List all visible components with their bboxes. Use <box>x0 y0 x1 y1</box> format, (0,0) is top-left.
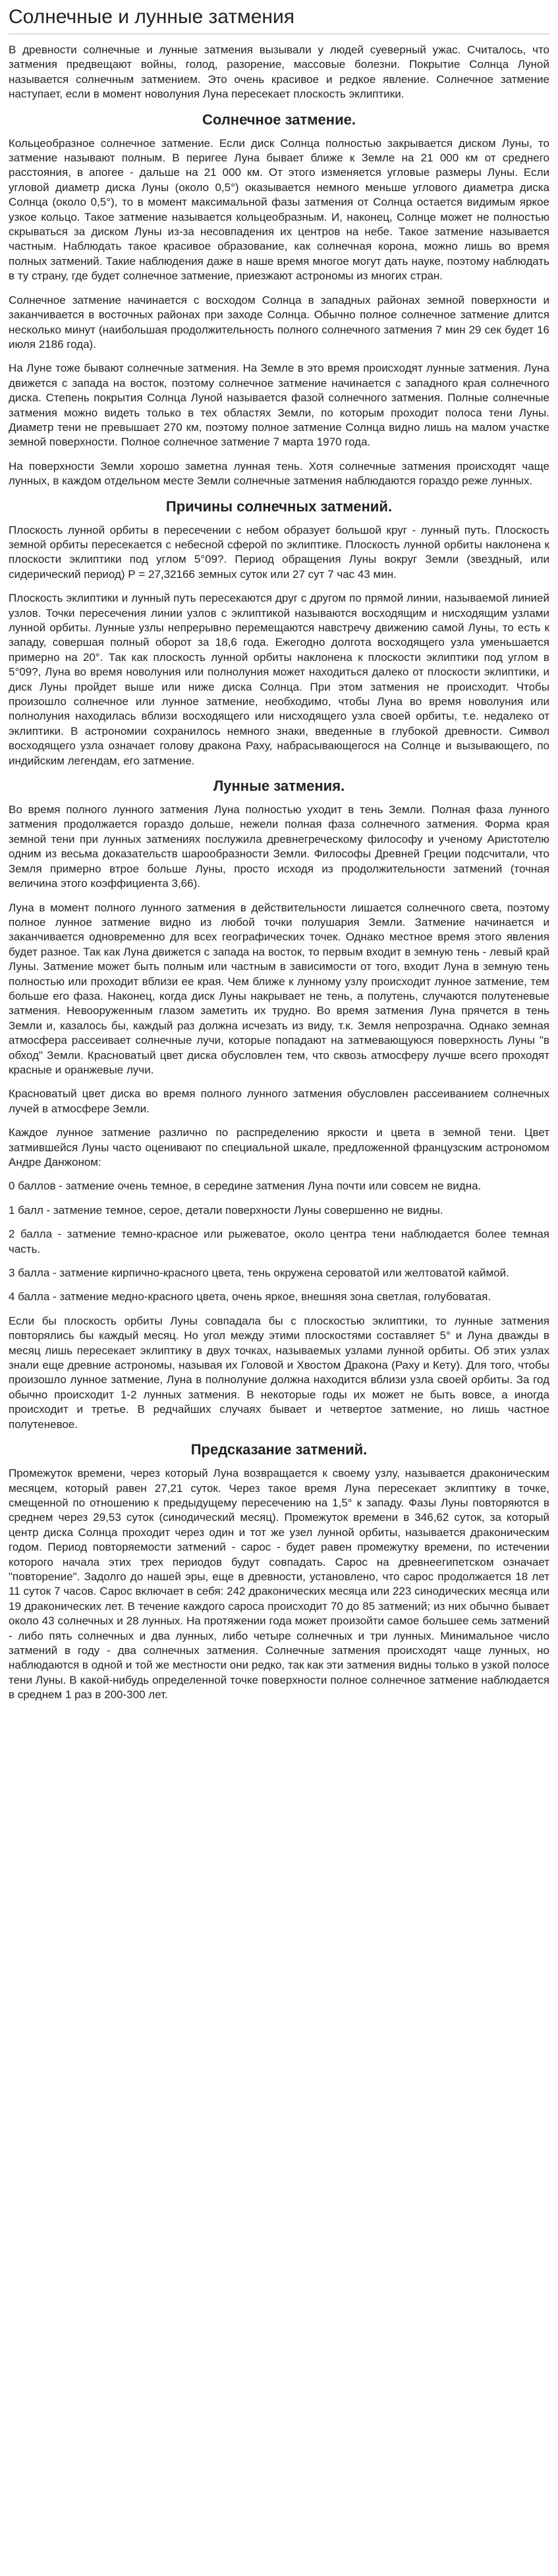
paragraph: 3 балла - затмение кирпично-красного цвета, тень окружена сероватой или желтоватой каймой. <box>9 1267 509 1280</box>
paragraph: Плоскость лунной орбиты в пересечении с небом образует большой круг - лунный путь. Плоскость земной орбиты пересекается с небесной сферой по эклиптике. Плоскость лунной орбиты наклонена к плоскости эклиптики под углом 5°09?. Период обращения Луны вокруг Земли (звездный, или сидерический период) Р = 27,32166 земных суток или 27 сут 7 час 43 мин. <box>9 523 549 581</box>
paragraph: Если бы плоскость орбиты Луны совпадала бы с плоскостью эклиптики, то лунные затмения повторялись бы каждый месяц. Но угол между этими плоскостями составляет 5° и Луна дважды в месяц лишь пересекает эклиптику в двух точках, называемых узлами лунной орбиты. Об этих узлах знали еще древние астрономы, называя их Головой и Хвостом Дракона (Раху и Кету). Для того, чтобы произошло лунное затмение, Луна в полнолуние должна находится вблизи узла своей орбиты. За год обычно происходит 1-2 лунных затмения. В некоторые годы их может не быть вовсе, а иногда происходит и третье. В редчайших случаях бывает и четвертое затмение, но лишь частное полутеневое. <box>9 1314 549 1431</box>
paragraph: 1 балл - затмение темное, серое, детали поверхности Луны совершенно не видны. <box>9 1203 443 1216</box>
paragraph: В древности солнечные и лунные затмения вызывали у людей суеверный ужас. Считалось, что затмения предвещают войны, голод, разорение, массовые болезни. Покрытие Солнца Луной называется солнечным затмением. Это очень красивое и редкое явление. Солнечное затмение наступает, если в момент новолуния Луна пересекает плоскость эклиптики. <box>9 43 549 101</box>
paragraph: Каждое лунное затмение различно по распределению яркости и цвета в земной тени. Цвет затмившейся Луны часто оценивают по специальной шкале, предложенной французским астрономом Андре Данжоном: <box>9 1126 549 1168</box>
paragraph: 0 баллов - затмение очень темное, в середине затмения Луна почти или совсем не видна. <box>9 1180 482 1193</box>
paragraph: Промежуток времени, через который Луна возвращается к своему узлу, называется драконическим месяцем, который равен 27,21 суток. Через такое время Луна пересекает эклиптику в точке, смещенной по отношению к предыдущему пересечению на 1,5° к западу. Фазы Луны повторяются в среднем через 29,53 суток (синодический месяц). Промежуток времени в 346,62 суток, за который центр диска Солнца проходит через один и тот же узел лунной орбиты, называется драконическим годом. Период повторяемости затмений - сарос - будет равен промежутку времени, по истечении которого начала этих трех периодов будут совпадать. Сарос на древнеегипетском означает "повторение". Задолго до нашей эры, еще в древности, установлено, что сарос продолжается 18 лет 11 суток 7 часов. Сарос включает в себя: 242 драконических месяца или 223 синодических месяца или 19 драконических лет. В течение каждого сароса происходит 70 до 85 затмений; из них обычно бывает около 43 солнечных и 28 лунных. На протяжении года может произойти самое большее семь затмений - либо пять солнечных и два лунных, либо четыре солнечных и три лунных. Минимальное число затмений в году - два солнечных затмения. Солнечные затмения происходят чаще лунных, но наблюдаются в одной и той же местности они редко, так как эти затмения видны только в узкой полосе тени Луны. В какой-нибудь определенной точке поверхности полное солнечное затмение наблюдается в среднем 1 раз в 200-300 лет. <box>9 1467 549 1702</box>
paragraph: На поверхности Земли хорошо заметна лунная тень. Хотя солнечные затмения происходят чаще лунных, в каждом отдельном месте Земли солнечные затмения наблюдаются гораздо реже лунных. <box>9 459 549 488</box>
article-body <box>9 43 549 1703</box>
paragraph: Плоскость эклиптики и лунный путь пересекаются друг с другом по прямой линии, называемой линией узлов. Точки пересечения линии узлов с эклиптикой называются восходящим и нисходящим узлами лунной орбиты. Лунные узлы непрерывно перемещаются навстречу движению самой Луны, то есть к западу, совершая полный оборот за 18,6 года. Ежегодно долгота восходящего узла уменьшается примерно на 20°. Так как плоскость лунной орбиты наклонена к плоскости эклиптики под углом в 5°09?, Луна во время новолуния или полнолуния может находиться далеко от плоскости эклиптики, и диск Луны пройдет выше или ниже диска Солнца. При этом затмения не происходит. Чтобы произошло солнечное или лунное затмение, необходимо, чтобы Луна во время новолуния или полнолуния находилась вблизи восходящего или нисходящего узла своей орбиты, т.е. недалеко от эклиптики. В астрономии сохранилось немного знаки, введенные в глубокой древности. Символ восходящего узла означает голову дракона Раху, набрасывающегося на Солнце и вызывающего, по индийским легендам, его затмение. <box>9 592 549 767</box>
section-heading: Солнечное затмение. <box>202 111 356 128</box>
paragraph: Кольцеобразное солнечное затмение. Если диск Солнца полностью закрывается диском Луны, то затмение называют полным. В перигее Луна бывает ближе к Земле на 21 000 км от среднего расстояния, в апогее - дальше на 21 000 км. От этого изменяется угловые размеры Луны. Если угловой диаметр диска Луны (около 0,5°) оказывается немного меньше углового диаметра диска Солнца (около 0,5°), то в момент максимальной фазы затмения от Солнца остается видимым яркое узкое кольцо. Такое затмение называется кольцеобразным. И, наконец, Солнце может не полностью скрываться за диском Луны из-за несовпадения их центров на небе. Такое затмение называется частным. Наблюдать такое красивое образование, как солнечная корона, можно лишь во время полных затмений. Такие наблюдения даже в наше время многое могут дать науке, поэтому наблюдать в ту страну, где будет солнечное затмение, приезжают астрономы из многих стран. <box>9 136 549 283</box>
paragraph: Луна в момент полного лунного затмения в действительности лишается солнечного света, поэтому полное лунное затмение видно из любой точки полушария Земли. Затмение начинается и заканчивается одновременно для всех географических точек. Однако местное время этого явления будет разное. Так как Луна движется с запада на восток, то первым входит в земную тень - левый край Луны. Затмение может быть полным или частным в зависимости от того, входит Луна в земную тень полностью или проходит вблизи ее края. Чем ближе к лунному узлу происходит лунное затмение, тем больше его фаза. Наконец, когда диск Луны накрывает не тень, а полутень, случаются полутеневые затмения. Невооруженным глазом заметить их трудно. Во время затмения Луна прячется в тень Земли и, казалось бы, каждый раз должна исчезать из виду, т.к. Земля непрозрачна. Однако земная атмосфера рассеивает солнечные лучи, которые попадают на затмевающуюся поверхность Луны "в обход" Земли. Красноватый цвет диска обусловлен тем, что сквозь атмосферу лучше всего проходят красные и оранжевые лучи. <box>9 901 549 1076</box>
section-heading: Лунные затмения. <box>213 778 345 795</box>
paragraph: На Луне тоже бывают солнечные затмения. На Земле в это время происходят лунные затмения. Луна движется с запада на восток, поэтому солнечное затмение начинается с западного края солнечного диска. Степень покрытия Солнца Луной называется фазой солнечного затмения. Полные солнечные затмения можно видеть только в тех областях Земли, по которым проходит полоса тени Луны. Диаметр тени не превышает 270 км, поэтому полное затмение Солнца видно лишь на малом участке земной поверхности. Полное солнечное затмение 7 марта 1970 года. <box>9 362 549 449</box>
section-heading: Предсказание затмений. <box>190 1441 368 1458</box>
paragraph: 4 балла - затмение медно-красного цвета, очень яркое, внешняя зона светлая, голубоватая. <box>9 1290 491 1303</box>
page-title: Солнечные и лунные затмения <box>9 0 549 34</box>
paragraph: Солнечное затмение начинается с восходом Солнца в западных районах земной поверхности и заканчивается в восточных районах при заходе Солнца. Обычно полное солнечное затмение длится несколько минут (наибольшая продолжительность полного солнечного затмения 7 мин 29 сек будет 16 июля 2186 года). <box>9 293 549 351</box>
paragraph: 2 балла - затмение темно-красное или рыжеватое, около центра тени наблюдается более темная часть. <box>9 1228 549 1255</box>
paragraph: Во время полного лунного затмения Луна полностью уходит в тень Земли. Полная фаза лунного затмения продолжается гораздо дольше, нежели полная фаза солнечного затмения. Форма края земной тени при лунных затмениях послужила древнегреческому философу и ученому Аристотелю одним из весьма доказательств шарообразности Земли. Философы Древней Греции подсчитали, что Земля примерно втрое больше Луны, просто исходя из продолжительности затмений (точная величина этого коэффициента 3,66). <box>9 803 549 890</box>
section-heading: Причины солнечных затмений. <box>165 498 393 515</box>
paragraph: Красноватый цвет диска во время полного лунного затмения обусловлен рассеиванием солнечных лучей в атмосфере Земли. <box>9 1087 549 1115</box>
